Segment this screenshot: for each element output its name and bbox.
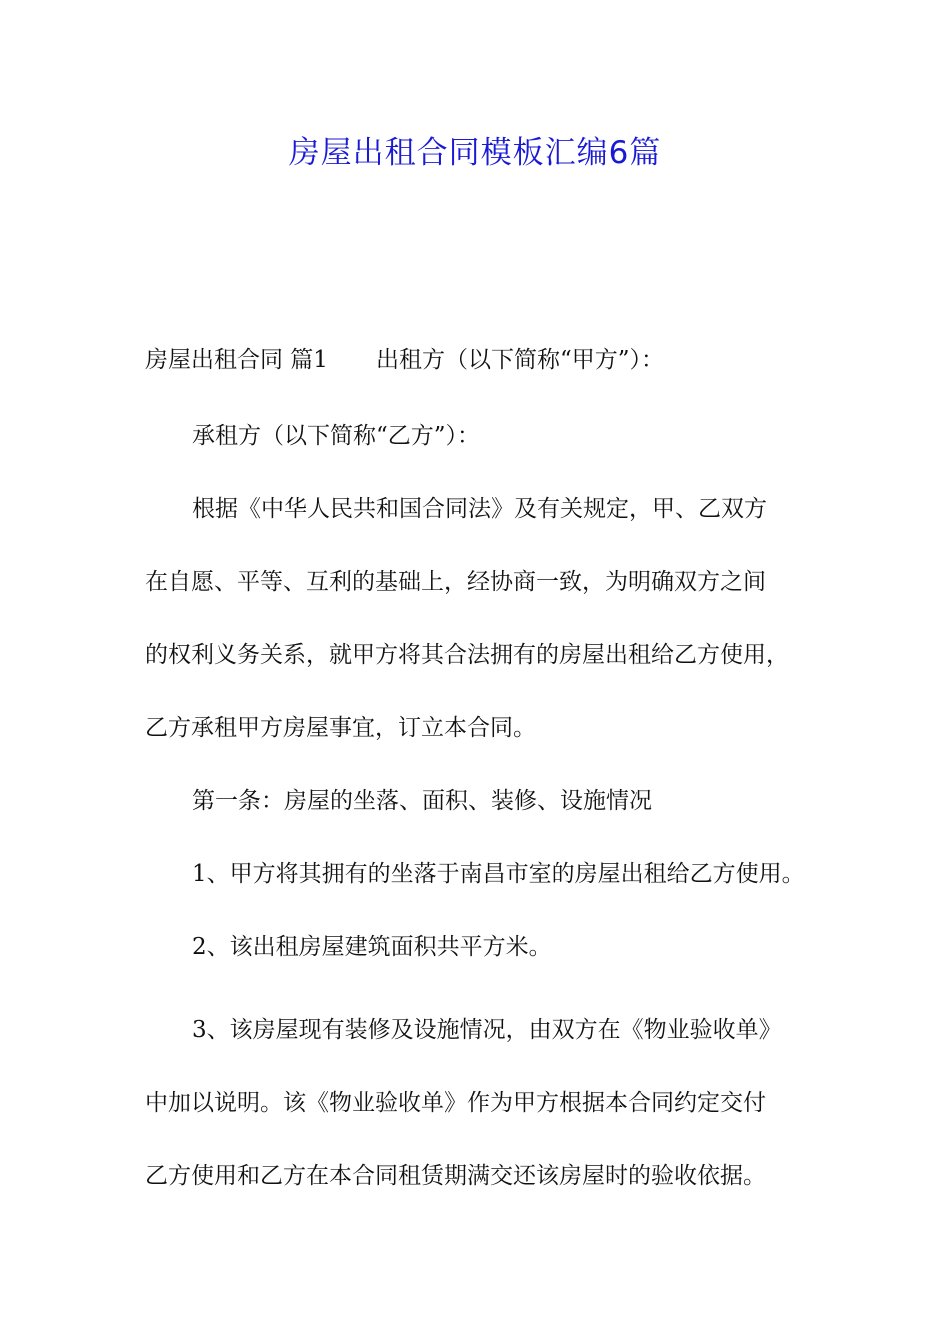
paragraph-line: 根据《中华人民共和国合同法》及有关规定，甲、乙双方 xyxy=(192,496,767,522)
paragraph-line: 承租方（以下简称“乙方”）： xyxy=(192,423,481,449)
paragraph-line: 乙方承租甲方房屋事宜，订立本合同。 xyxy=(145,715,536,741)
first-line xyxy=(145,324,664,396)
lessor-line: 出租方（以下简称“甲方”）： xyxy=(375,347,664,373)
paragraph-line: 在自愿、平等、互利的基础上，经协商一致，为明确双方之间 xyxy=(145,569,766,595)
paragraph-line: 1、甲方将其拥有的坐落于南昌市室的房屋出租给乙方使用。 xyxy=(192,861,805,887)
paragraph-line: 3、该房屋现有装修及设施情况，由双方在《物业验收单》 xyxy=(192,1017,782,1043)
section-heading: 房屋出租合同 篇1 xyxy=(145,347,328,373)
document-title: 房屋出租合同模板汇编6篇 xyxy=(288,135,662,171)
paragraph-line: 的权利义务关系，就甲方将其合法拥有的房屋出租给乙方使用， xyxy=(145,642,789,668)
paragraph-line: 乙方使用和乙方在本合同租赁期满交还该房屋时的验收依据。 xyxy=(145,1163,766,1189)
paragraph-line: 2、该出租房屋建筑面积共平方米。 xyxy=(192,934,552,960)
paragraph-line: 第一条：房屋的坐落、面积、装修、设施情况 xyxy=(192,788,652,814)
paragraph-line: 中加以说明。该《物业验收单》作为甲方根据本合同约定交付 xyxy=(145,1090,766,1116)
